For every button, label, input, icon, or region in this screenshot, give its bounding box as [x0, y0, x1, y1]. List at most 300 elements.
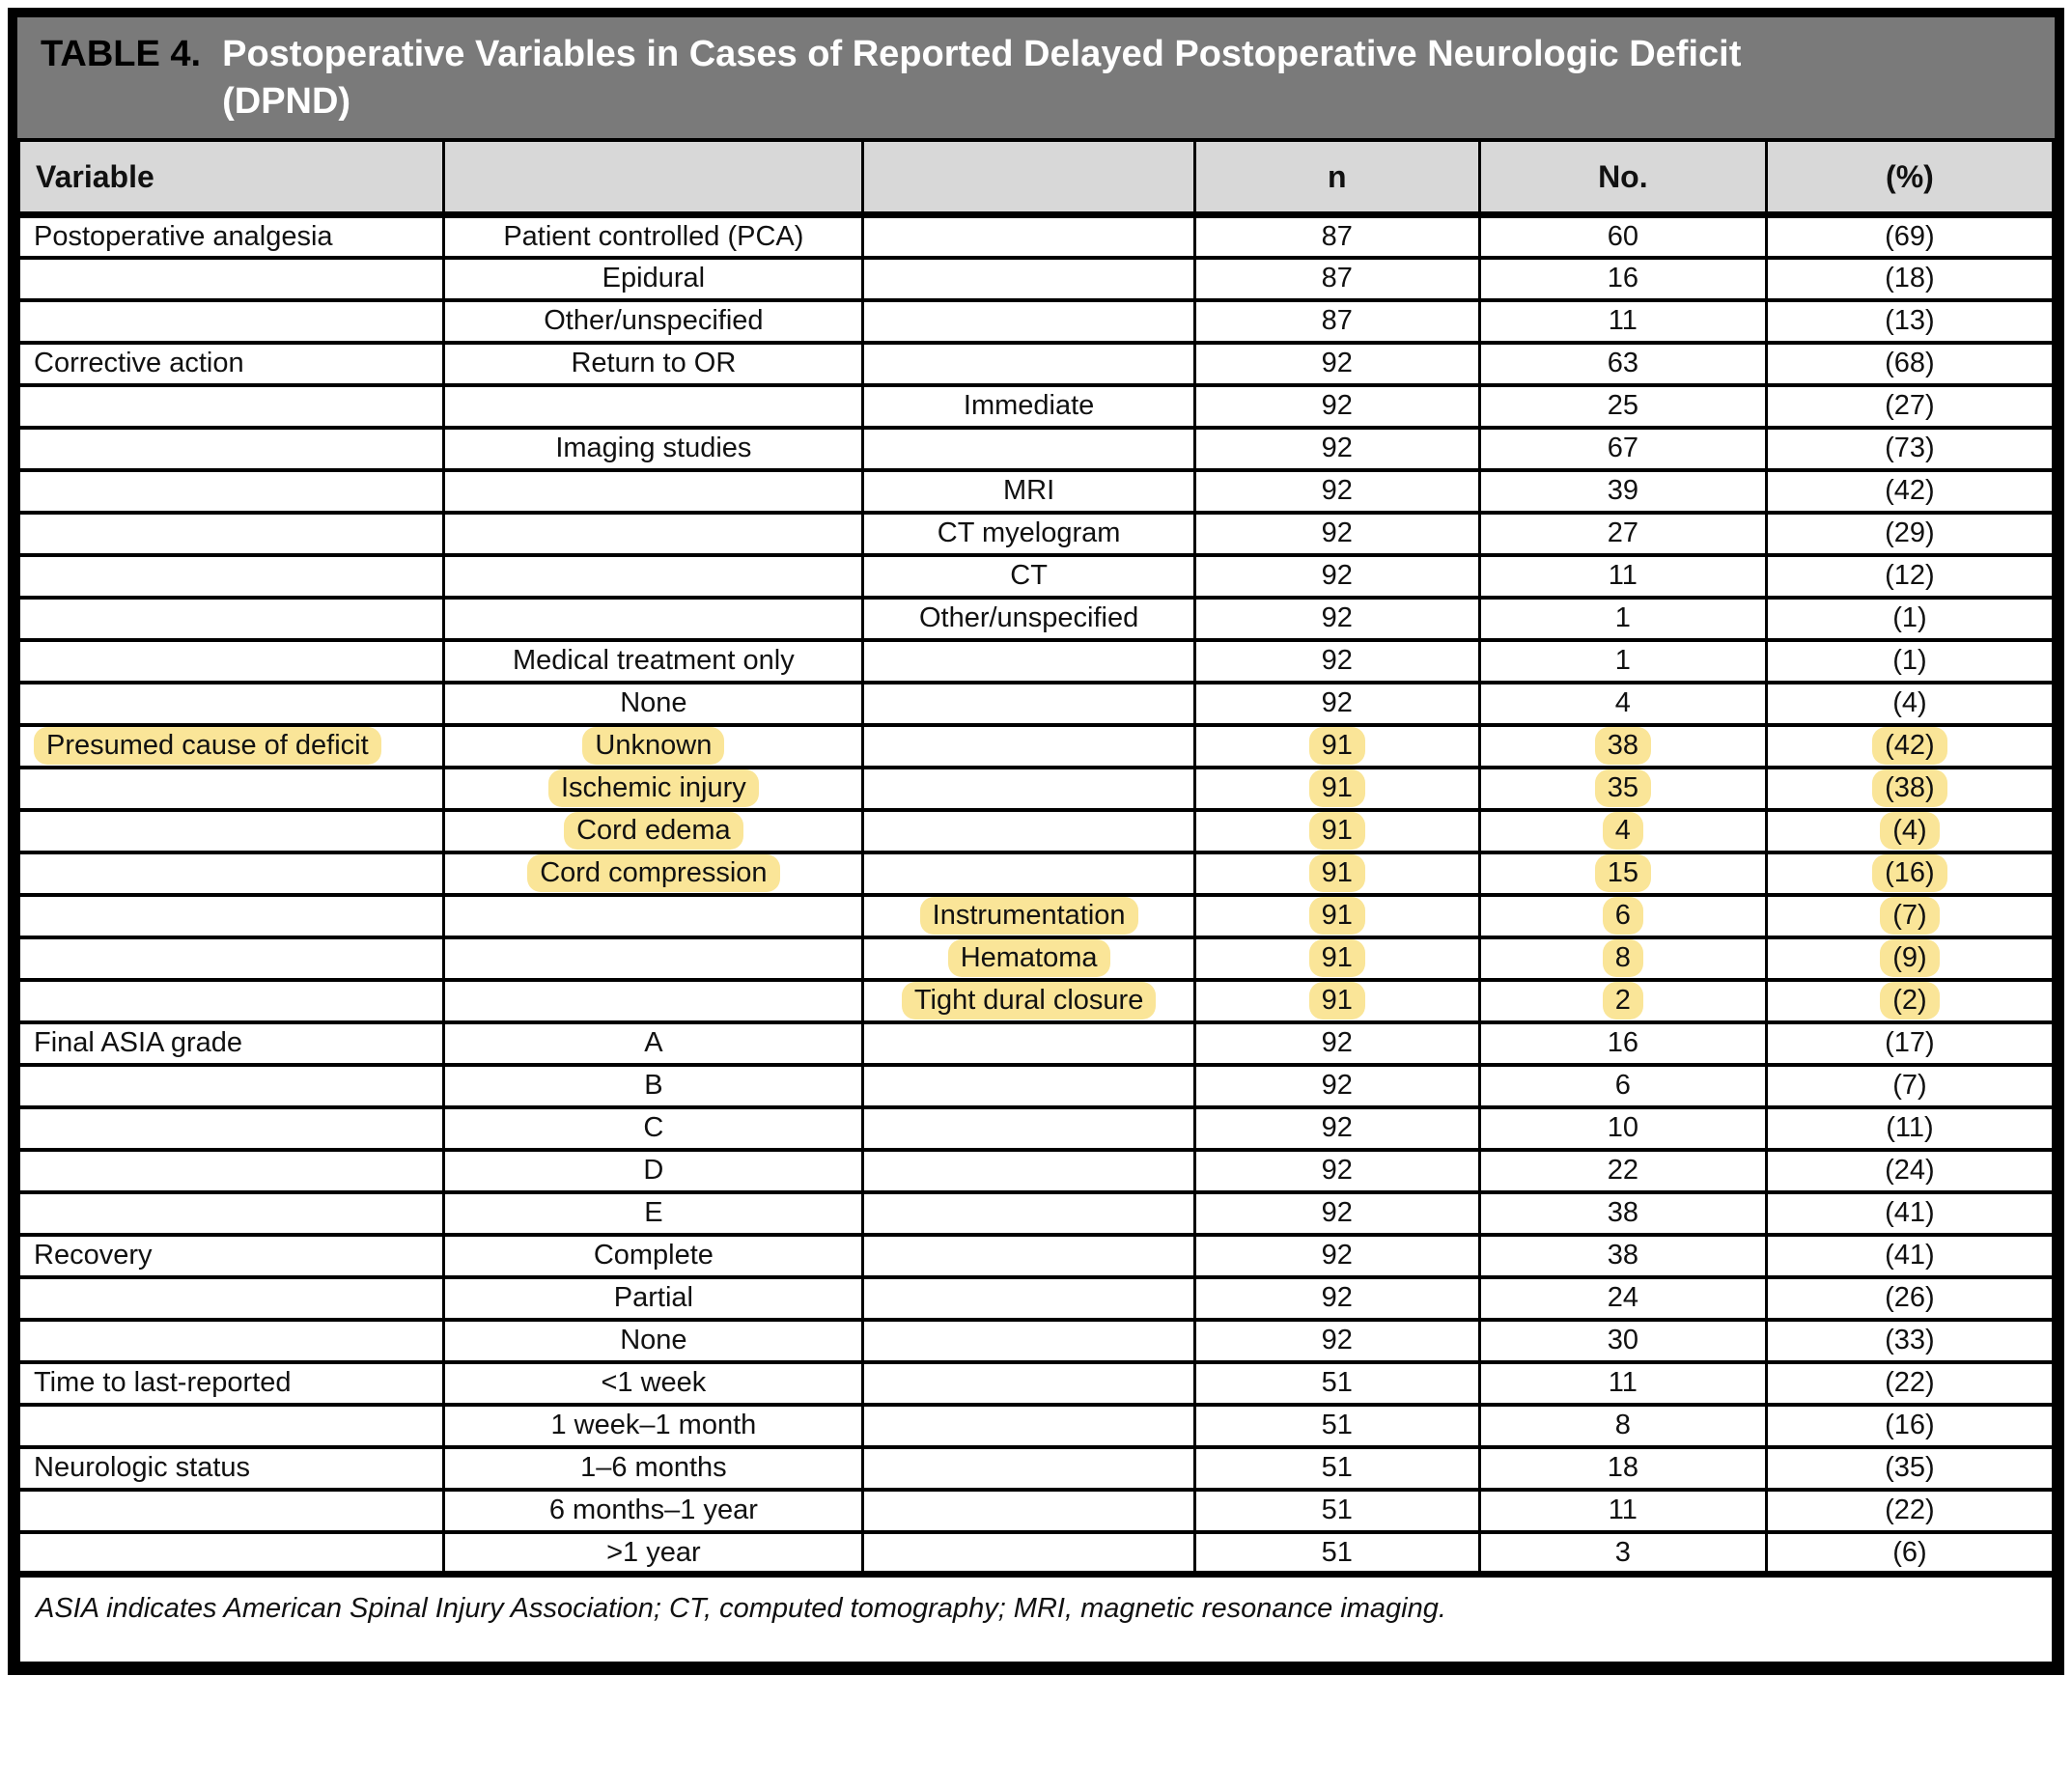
column-header-sub1 [444, 140, 863, 215]
value: (22) [1885, 1367, 1935, 1399]
cell-l3 [863, 513, 1194, 555]
cell-no [1479, 1065, 1766, 1107]
column-header-variable: Variable [19, 140, 444, 215]
value: (73) [1885, 433, 1935, 464]
value: 25 [1607, 390, 1638, 422]
cell-n [1194, 1065, 1479, 1107]
table-row [19, 215, 2054, 258]
cell-l3 [863, 980, 1194, 1022]
column-header-sub2 [863, 140, 1194, 215]
value: 10 [1607, 1112, 1638, 1144]
cell-pct [1766, 1320, 2053, 1362]
table-row [19, 470, 2054, 513]
value: 51 [1321, 1452, 1353, 1484]
value: 92 [1321, 687, 1353, 719]
cell-l2 [444, 1235, 863, 1277]
cell-n [1194, 640, 1479, 683]
value: 22 [1607, 1155, 1638, 1187]
highlighted-value: 8 [1603, 939, 1643, 977]
cell-l1 [19, 1192, 444, 1235]
cell-l2 [444, 258, 863, 300]
table-row [19, 1192, 2054, 1235]
cell-l1 [19, 1532, 444, 1575]
cell-pct [1766, 1277, 2053, 1320]
highlighted-value: 91 [1309, 769, 1365, 807]
value: (33) [1885, 1325, 1935, 1356]
highlighted-value: 4 [1603, 812, 1643, 850]
cell-l3 [863, 1150, 1194, 1192]
cell-no [1479, 1107, 1766, 1150]
cell-pct [1766, 470, 2053, 513]
cell-no [1479, 385, 1766, 428]
cell-n [1194, 598, 1479, 640]
highlighted-value: (2) [1880, 982, 1939, 1020]
cell-l1 [19, 1405, 444, 1447]
cell-no [1479, 1235, 1766, 1277]
table-row [19, 1150, 2054, 1192]
highlighted-value: 91 [1309, 982, 1365, 1020]
cell-l2 [444, 1405, 863, 1447]
cell-no [1479, 1192, 1766, 1235]
highlighted-value: 2 [1603, 982, 1643, 1020]
value: 92 [1321, 1027, 1353, 1059]
cell-no [1479, 215, 1766, 258]
highlighted-value: Tight dural closure [902, 982, 1156, 1020]
cell-l1 [19, 1150, 444, 1192]
cell-no [1479, 343, 1766, 385]
table-row [19, 1405, 2054, 1447]
table-row [19, 1320, 2054, 1362]
value: 38 [1607, 1240, 1638, 1271]
cell-no [1479, 852, 1766, 895]
table-row [19, 810, 2054, 852]
cell-pct [1766, 725, 2053, 768]
cell-n [1194, 1192, 1479, 1235]
cell-n [1194, 1405, 1479, 1447]
cell-pct [1766, 1447, 2053, 1490]
cell-l3 [863, 258, 1194, 300]
table4-container [8, 8, 2064, 1675]
cell-n [1194, 1532, 1479, 1575]
value: 67 [1607, 433, 1638, 464]
value: None [620, 1325, 687, 1356]
footnote-row [19, 1575, 2054, 1664]
cell-n [1194, 852, 1479, 895]
table-row [19, 1277, 2054, 1320]
highlighted-value: 91 [1309, 854, 1365, 892]
value: CT myelogram [937, 517, 1121, 549]
cell-pct [1766, 343, 2053, 385]
cell-pct [1766, 1065, 2053, 1107]
cell-no [1479, 470, 1766, 513]
value: CT [1010, 560, 1048, 592]
highlighted-value: 91 [1309, 727, 1365, 765]
highlighted-value: 91 [1309, 897, 1365, 935]
cell-l1 [19, 1320, 444, 1362]
cell-l2 [444, 1277, 863, 1320]
cell-n [1194, 343, 1479, 385]
value: Immediate [963, 390, 1095, 422]
cell-l2 [444, 768, 863, 810]
value: (11) [1886, 1112, 1934, 1144]
highlighted-value: (4) [1880, 812, 1939, 850]
cell-l2 [444, 1022, 863, 1065]
cell-n [1194, 1320, 1479, 1362]
table-title-bar [17, 17, 2055, 138]
highlighted-value: (38) [1872, 769, 1947, 807]
cell-no [1479, 598, 1766, 640]
cell-pct [1766, 768, 2053, 810]
cell-n [1194, 1277, 1479, 1320]
data-table [17, 138, 2055, 1666]
cell-no [1479, 513, 1766, 555]
value: (7) [1892, 1070, 1927, 1102]
cell-l3 [863, 810, 1194, 852]
value: 16 [1607, 263, 1638, 294]
value: B [644, 1070, 663, 1102]
cell-n [1194, 513, 1479, 555]
table-row [19, 1022, 2054, 1065]
cell-l1 [19, 555, 444, 598]
value: None [620, 687, 687, 719]
cell-l1 [19, 895, 444, 937]
cell-l1 [19, 1235, 444, 1277]
cell-n [1194, 428, 1479, 470]
cell-l1 [19, 725, 444, 768]
cell-l3 [863, 555, 1194, 598]
cell-l2 [444, 683, 863, 725]
cell-pct [1766, 937, 2053, 980]
cell-l2 [444, 385, 863, 428]
cell-pct [1766, 1022, 2053, 1065]
cell-l3 [863, 215, 1194, 258]
cell-pct [1766, 683, 2053, 725]
value: 3 [1614, 1536, 1631, 1568]
value: (41) [1885, 1197, 1935, 1229]
cell-l3 [863, 1065, 1194, 1107]
value: 92 [1321, 1112, 1353, 1144]
value: Medical treatment only [513, 645, 795, 677]
table-number-label: TABLE 4. [41, 34, 202, 74]
column-header-row [19, 140, 2054, 215]
cell-no [1479, 428, 1766, 470]
cell-pct [1766, 810, 2053, 852]
value: 92 [1321, 390, 1353, 422]
cell-pct [1766, 258, 2053, 300]
cell-pct [1766, 1150, 2053, 1192]
cell-l2 [444, 852, 863, 895]
value: 51 [1321, 1495, 1353, 1526]
column-header-no: No. [1479, 140, 1766, 215]
highlighted-value: 6 [1603, 897, 1643, 935]
value: 4 [1614, 687, 1631, 719]
cell-no [1479, 1320, 1766, 1362]
cell-l3 [863, 1235, 1194, 1277]
cell-l3 [863, 683, 1194, 725]
value: 92 [1321, 645, 1353, 677]
cell-n [1194, 1490, 1479, 1532]
value: Recovery [34, 1240, 153, 1271]
value: (1) [1892, 602, 1927, 634]
value: 92 [1321, 1325, 1353, 1356]
table-row [19, 598, 2054, 640]
table-row [19, 852, 2054, 895]
cell-pct [1766, 895, 2053, 937]
table-row [19, 258, 2054, 300]
table-row [19, 895, 2054, 937]
highlighted-value: Hematoma [948, 939, 1110, 977]
value: (18) [1885, 263, 1935, 294]
value: (42) [1885, 475, 1935, 507]
value: 11 [1608, 305, 1638, 337]
cell-l2 [444, 1150, 863, 1192]
table-row [19, 1065, 2054, 1107]
value: 11 [1608, 1367, 1638, 1399]
value: 51 [1321, 1536, 1353, 1568]
highlighted-value: (16) [1872, 854, 1947, 892]
value: 92 [1321, 602, 1353, 634]
value: (35) [1885, 1452, 1935, 1484]
cell-pct [1766, 300, 2053, 343]
cell-l1 [19, 980, 444, 1022]
value: (13) [1885, 305, 1935, 337]
table-title-text [222, 31, 1741, 126]
value: 51 [1321, 1367, 1353, 1399]
highlighted-value: 38 [1595, 727, 1651, 765]
cell-n [1194, 470, 1479, 513]
cell-l3 [863, 385, 1194, 428]
cell-pct [1766, 385, 2053, 428]
value: Return to OR [571, 348, 737, 379]
highlighted-value: (42) [1872, 727, 1947, 765]
value: Neurologic status [34, 1452, 251, 1484]
cell-no [1479, 1150, 1766, 1192]
highlighted-value: (7) [1880, 897, 1939, 935]
value: 87 [1321, 263, 1353, 294]
cell-l3 [863, 598, 1194, 640]
cell-no [1479, 1405, 1766, 1447]
cell-l1 [19, 470, 444, 513]
value: 92 [1321, 1240, 1353, 1271]
cell-l1 [19, 1022, 444, 1065]
table-row [19, 640, 2054, 683]
highlighted-value: 35 [1595, 769, 1651, 807]
value: Final ASIA grade [34, 1027, 243, 1059]
cell-n [1194, 300, 1479, 343]
cell-n [1194, 1362, 1479, 1405]
cell-no [1479, 895, 1766, 937]
cell-n [1194, 980, 1479, 1022]
cell-pct [1766, 1192, 2053, 1235]
table-title-line2: (DPND) [222, 81, 351, 123]
value: Postoperative analgesia [34, 221, 333, 253]
cell-l2 [444, 1362, 863, 1405]
value: 51 [1321, 1410, 1353, 1441]
value: 6 [1614, 1070, 1631, 1102]
value: D [643, 1155, 664, 1187]
cell-l2 [444, 1490, 863, 1532]
value: 92 [1321, 1070, 1353, 1102]
cell-n [1194, 1235, 1479, 1277]
cell-l1 [19, 1107, 444, 1150]
cell-l1 [19, 1447, 444, 1490]
table-row [19, 343, 2054, 385]
table-row [19, 725, 2054, 768]
cell-no [1479, 1532, 1766, 1575]
cell-l2 [444, 343, 863, 385]
cell-n [1194, 215, 1479, 258]
cell-pct [1766, 215, 2053, 258]
cell-l3 [863, 1405, 1194, 1447]
table-row [19, 555, 2054, 598]
cell-l2 [444, 1532, 863, 1575]
cell-l2 [444, 980, 863, 1022]
table-row [19, 1235, 2054, 1277]
cell-l1 [19, 1065, 444, 1107]
cell-n [1194, 555, 1479, 598]
cell-l1 [19, 513, 444, 555]
value: 92 [1321, 517, 1353, 549]
value: E [644, 1197, 663, 1229]
cell-l2 [444, 215, 863, 258]
cell-l1 [19, 343, 444, 385]
value: Patient controlled (PCA) [503, 221, 804, 253]
value: 1–6 months [580, 1452, 727, 1484]
cell-l3 [863, 470, 1194, 513]
value: 16 [1607, 1027, 1638, 1059]
cell-l1 [19, 1362, 444, 1405]
value: (27) [1885, 390, 1935, 422]
cell-l3 [863, 343, 1194, 385]
cell-l1 [19, 768, 444, 810]
value: 60 [1607, 221, 1638, 253]
cell-l3 [863, 937, 1194, 980]
cell-l2 [444, 640, 863, 683]
cell-pct [1766, 1362, 2053, 1405]
highlighted-value: Cord compression [527, 854, 779, 892]
cell-l3 [863, 1362, 1194, 1405]
cell-l2 [444, 513, 863, 555]
highlighted-value: 91 [1309, 812, 1365, 850]
cell-no [1479, 937, 1766, 980]
value: Epidural [602, 263, 706, 294]
cell-no [1479, 555, 1766, 598]
table-row [19, 1362, 2054, 1405]
cell-pct [1766, 598, 2053, 640]
value: 24 [1607, 1282, 1638, 1314]
value: 92 [1321, 433, 1353, 464]
table-row [19, 300, 2054, 343]
value: 38 [1607, 1197, 1638, 1229]
cell-l3 [863, 1320, 1194, 1362]
cell-l2 [444, 1107, 863, 1150]
cell-l3 [863, 768, 1194, 810]
cell-n [1194, 1150, 1479, 1192]
value: 1 week–1 month [550, 1410, 757, 1441]
value: 27 [1607, 517, 1638, 549]
cell-l3 [863, 895, 1194, 937]
value: 92 [1321, 1282, 1353, 1314]
column-header-pct: (%) [1766, 140, 2053, 215]
value: Time to last-reported [34, 1367, 292, 1399]
value: 11 [1608, 560, 1638, 592]
cell-l3 [863, 640, 1194, 683]
cell-l3 [863, 1107, 1194, 1150]
highlighted-value: 15 [1595, 854, 1651, 892]
cell-l2 [444, 1065, 863, 1107]
cell-no [1479, 640, 1766, 683]
cell-n [1194, 725, 1479, 768]
cell-no [1479, 683, 1766, 725]
cell-l3 [863, 300, 1194, 343]
cell-pct [1766, 980, 2053, 1022]
cell-n [1194, 1107, 1479, 1150]
cell-pct [1766, 1532, 2053, 1575]
value: 92 [1321, 475, 1353, 507]
highlighted-value: Cord edema [564, 812, 743, 850]
cell-l3 [863, 725, 1194, 768]
value: 6 months–1 year [548, 1495, 758, 1526]
highlighted-value: (9) [1880, 939, 1939, 977]
cell-pct [1766, 1405, 2053, 1447]
cell-n [1194, 1447, 1479, 1490]
cell-l1 [19, 1277, 444, 1320]
cell-l2 [444, 598, 863, 640]
cell-l3 [863, 428, 1194, 470]
cell-l1 [19, 937, 444, 980]
cell-pct [1766, 513, 2053, 555]
value: (1) [1892, 645, 1927, 677]
value: 92 [1321, 1155, 1353, 1187]
highlighted-value: 91 [1309, 939, 1365, 977]
cell-no [1479, 1277, 1766, 1320]
value: 1 [1614, 602, 1631, 634]
value: (69) [1885, 221, 1935, 253]
cell-l2 [444, 428, 863, 470]
cell-l1 [19, 258, 444, 300]
cell-n [1194, 385, 1479, 428]
cell-pct [1766, 852, 2053, 895]
cell-n [1194, 258, 1479, 300]
cell-no [1479, 1362, 1766, 1405]
value: (16) [1885, 1410, 1935, 1441]
cell-no [1479, 810, 1766, 852]
cell-l3 [863, 1022, 1194, 1065]
value: Corrective action [34, 348, 244, 379]
value: Imaging studies [555, 433, 752, 464]
cell-l3 [863, 1277, 1194, 1320]
cell-no [1479, 258, 1766, 300]
value: 8 [1614, 1410, 1631, 1441]
table-row [19, 1107, 2054, 1150]
highlighted-value: Presumed cause of deficit [34, 727, 381, 765]
value: 11 [1608, 1495, 1638, 1526]
cell-n [1194, 1022, 1479, 1065]
value: 63 [1607, 348, 1638, 379]
table-row [19, 768, 2054, 810]
cell-pct [1766, 1490, 2053, 1532]
value: (68) [1885, 348, 1935, 379]
table-row [19, 1490, 2054, 1532]
value: (41) [1885, 1240, 1935, 1271]
cell-l1 [19, 852, 444, 895]
cell-no [1479, 1447, 1766, 1490]
cell-l1 [19, 1490, 444, 1532]
column-header-n: n [1194, 140, 1479, 215]
value: (17) [1885, 1027, 1935, 1059]
value: Partial [613, 1282, 693, 1314]
cell-l1 [19, 385, 444, 428]
